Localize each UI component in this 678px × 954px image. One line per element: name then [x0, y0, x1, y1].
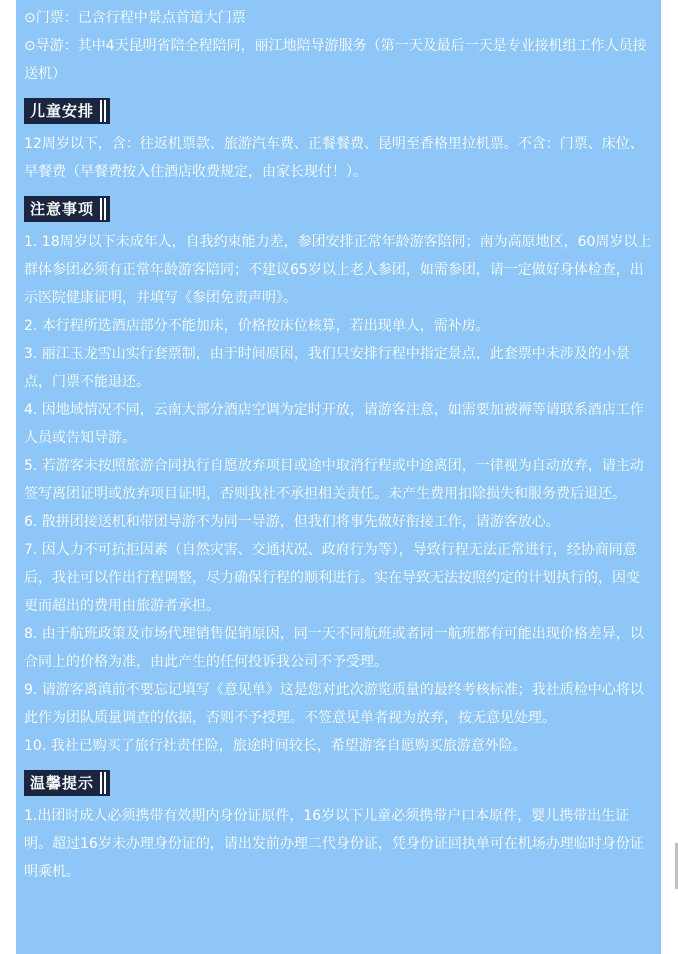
children-paragraph: 12周岁以下，含：往返机票款、旅游汽车费、正餐餐费、昆明至香格里拉机票。不含：门票、床位、早餐费（早餐费按入住酒店收费规定，由家长现付！）。	[24, 136, 644, 180]
note-item-2: 2. 本行程所选酒店部分不能加床，价格按床位核算，若出现单人，需补房。	[24, 318, 490, 334]
section-title: 温馨提示	[30, 774, 95, 792]
note-item-5: 5. 若游客未按照旅游合同执行自愿放弃项目或途中取消行程或中途离团，一律视为自动放弃，请主动签写离团证明或放弃项目证明，否则我社不承担相关责任。未产生费用扣除损失和服务费后退还。	[24, 458, 644, 502]
content-panel	[16, 0, 661, 954]
note-item-10: 10. 我社已购买了旅行社责任险，旅途时间较长，希望游客自愿购买旅游意外险。	[24, 738, 527, 754]
double-bar-icon	[100, 772, 106, 794]
note-item-4: 4. 因地域情况不同，云南大部分酒店空调为定时开放，请游客注意，如需要加被褥等请联系酒店工作人员或告知导游。	[24, 402, 644, 446]
note-item-8: 8. 由于航班政策及市场代理销售促销原因，同一天不同航班或者同一航班都有可能出现价格差异，以合同上的价格为准，由此产生的任何投诉我公司不予受理。	[24, 626, 644, 670]
note-item-3: 3. 丽江玉龙雪山实行套票制，由于时间原因，我们只安排行程中指定景点，此套票中未涉及的小景点，门票不能退还。	[24, 346, 630, 390]
section-heading-children	[24, 98, 653, 124]
note-item-7: 7. 因人力不可抗拒因素（自然灾害、交通状况、政府行为等），导致行程无法正常进行，经协商同意后，我社可以作出行程调整，尽力确保行程的顺利进行。实在导致无法按照约定的计划执行的，因变更而超出的费用由旅游者承担。	[24, 542, 640, 614]
section-heading-notes	[24, 196, 653, 222]
double-bar-icon	[100, 198, 106, 220]
note-item-1: 1. 18周岁以下未成年人，自我约束能力差，参团安排正常年龄游客陪同；南为高原地区，60周岁以上群体参团必须有正常年龄游客陪同；不建议65岁以上老人参团，如需参团，请一定做好身体检查，出示医院健康证明，并填写《参团免责声明》。	[24, 234, 652, 306]
guide-line: ⊙导游：其中4天昆明省陪全程陪同，丽江地陪导游服务（第一天及最后一天是专业接机组工作人员接送机）	[24, 38, 647, 82]
tip-item-1: 1.出团时成人必须携带有效期内身份证原件，16岁以下儿童必须携带户口本原件，婴儿携带出生证明。超过16岁未办理身份证的，请出发前办理二代身份证，凭身份证回执单可在机场办理临时身份证明乘机。	[24, 808, 644, 880]
section-title: 注意事项	[30, 200, 95, 218]
article-body	[16, 0, 661, 886]
note-item-6: 6. 散拼团接送机和带团导游不为同一导游，但我们将事先做好衔接工作，请游客放心。	[24, 514, 560, 530]
ticket-line: ⊙门票：已含行程中景点首道大门票	[24, 10, 246, 26]
section-title: 儿童安排	[30, 102, 95, 120]
section-heading-tips	[24, 770, 653, 796]
double-bar-icon	[100, 100, 106, 122]
note-item-9: 9. 请游客离滇前不要忘记填写《意见单》这是您对此次游览质量的最终考核标准；我社质检中心将以此作为团队质量调查的依据，否则不予授理。不签意见单者视为放弃，按无意见处理。	[24, 682, 644, 726]
